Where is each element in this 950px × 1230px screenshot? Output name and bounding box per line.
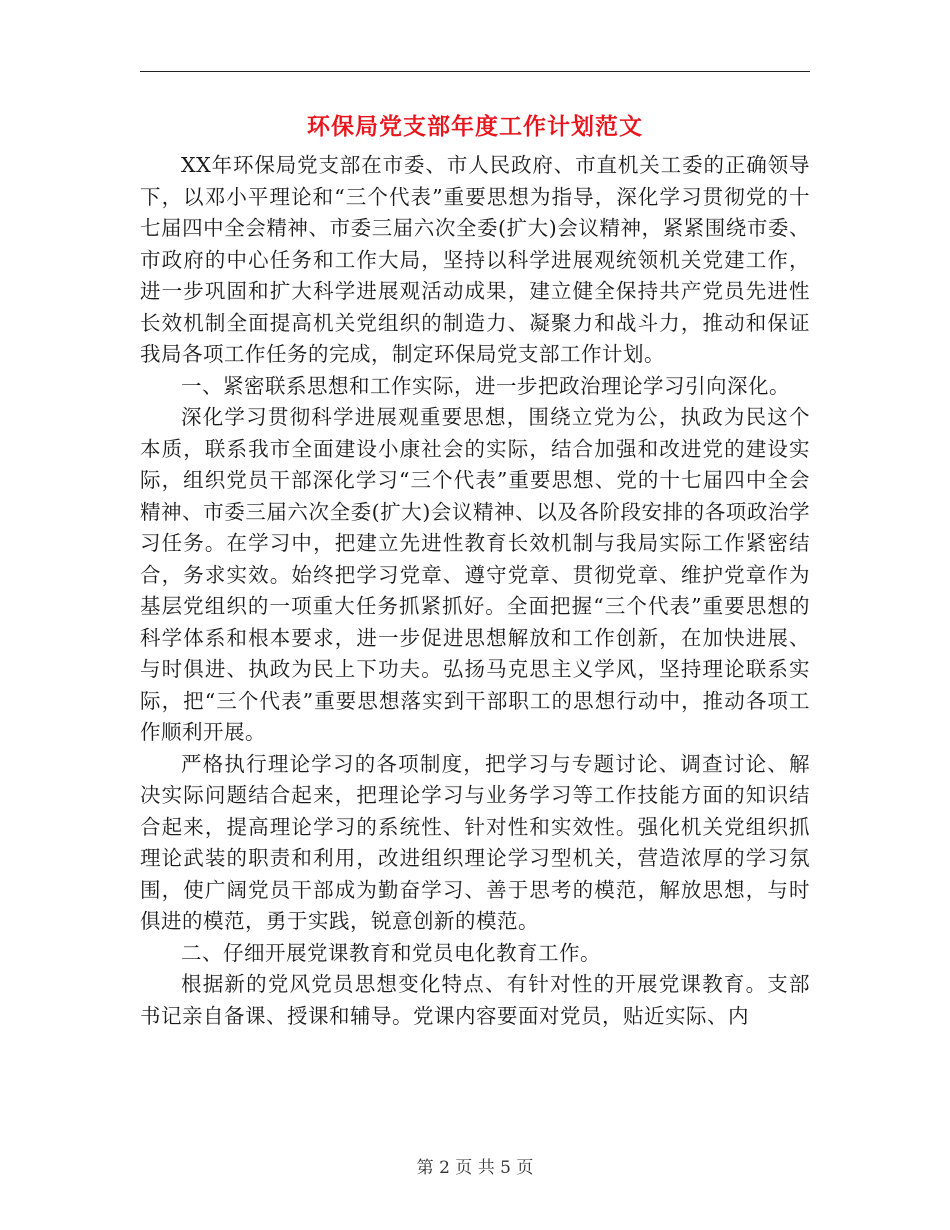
paragraph-section-1-b: 严格执行理论学习的各项制度，把学习与专题讨论、调查讨论、解决实际问题结合起来，把理论学习与业务学习等工作技能方面的知识结合起来，提高理论学习的系统性、针对性和实效性。强化机关党组织抓理论武装的职责和利用，改进组织理论学习型机关，营造浓厚的学习氛围，使广阔党员干部成为勤奋学习、善于思考的模范，解放思想，与时俱进的模范，勇于实践，锐意创新的模范。: [140, 751, 810, 933]
document-body: [140, 150, 810, 1032]
section-heading-1: 一、紧密联系思想和工作实际，进一步把政治理论学习引向深化。: [181, 373, 790, 398]
document-title: 环保局党支部年度工作计划范文: [307, 113, 643, 140]
paragraph-section-2-a: 根据新的党风党员思想变化特点、有针对性的开展党课教育。支部书记亲自备课、授课和辅导。党课内容要面对党员，贴近实际、内: [140, 972, 810, 1028]
paragraph-section-1-a: 深化学习贯彻科学进展观重要思想，围绕立党为公，执政为民这个本质，联系我市全面建设小康社会的实际，结合加强和改进党的建设实际，组织党员干部深化学习“三个代表”重要思想、党的十七届四中全会精神、市委三届六次全委(扩大)会议精神、以及各阶段安排的各项政治学习任务。在学习中，把建立先进性教育长效机制与我局实际工作紧密结合，务求实效。始终把学习党章、遵守党章、贯彻党章、维护党章作为基层党组织的一项重大任务抓紧抓好。全面把握“三个代表”重要思想的科学体系和根本要求，进一步促进思想解放和工作创新，在加快进展、与时俱进、执政为民上下功夫。弘扬马克思主义学风，坚持理论联系实际，把“三个代表”重要思想落实到干部职工的思想行动中，推动各项工作顺利开展。: [140, 405, 810, 744]
section-heading-2: 二、仔细开展党课教育和党员电化教育工作。: [181, 940, 601, 965]
header-rule: [140, 71, 810, 72]
page-number-footer: 第 2 页 共 5 页: [416, 1158, 534, 1178]
paragraph-intro: XX年环保局党支部在市委、市人民政府、市直机关工委的正确领导下，以邓小平理论和“三个代表”重要思想为指导，深化学习贯彻党的十七届四中全会精神、市委三届六次全委(扩大)会议精神，紧紧围绕市委、市政府的中心任务和工作大局，坚持以科学进展观统领机关党建工作，进一步巩固和扩大科学进展观活动成果，建立健全保持共产党员先进性长效机制全面提高机关党组织的制造力、凝聚力和战斗力，推动和保证我局各项工作任务的完成，制定环保局党支部工作计划。: [140, 153, 810, 366]
